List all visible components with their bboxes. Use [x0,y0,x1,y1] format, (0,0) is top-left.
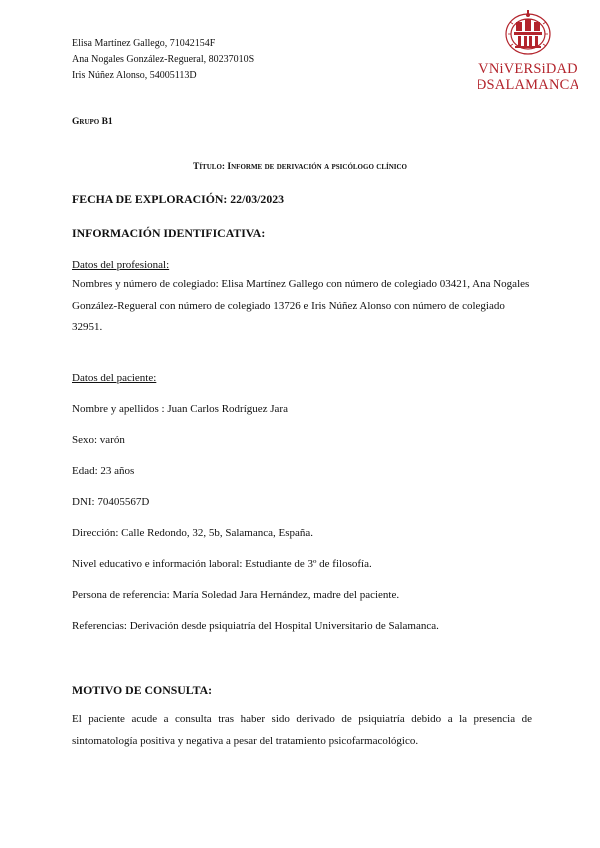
author-line: Ana Nogales González-Regueral, 80237010S [72,54,255,65]
group-label: Grupo B1 [72,117,113,127]
exploration-date-heading: FECHA DE EXPLORACIÓN: 22/03/2023 [72,192,285,206]
patient-referral: Referencias: Derivación desde psiquiatría del Hospital Universitario de Salamanca. [72,620,439,632]
logo-line-2: ÐSALAMANCA [478,77,578,93]
patient-data-heading: Datos del paciente: [72,372,157,384]
patient-age: Edad: 23 años [72,465,135,477]
university-seal-icon [478,8,578,94]
patient-reference-person: Persona de referencia: María Soledad Jara Hernández, madre del paciente. [72,589,400,601]
professional-data-heading: Datos del profesional: [72,259,170,271]
consultation-reason-text: El paciente acude a consulta tras haber sido derivado de psiquiatría debido a la presencia de sintomatología positiva y negativa a pesar del tratamiento psicofarmacológico. [72,713,532,747]
university-logo [478,8,578,94]
patient-name: Nombre y apellidos : Juan Carlos Rodríguez Jara [72,403,288,415]
title-label: Título: [192,162,226,172]
patient-sex: Sexo: varón [72,434,125,446]
identification-heading: INFORMACIÓN IDENTIFICATIVA: [72,226,266,240]
author-line: Elisa Martínez Gallego, 71042154F [72,38,216,49]
document-title [0,162,600,172]
patient-address: Dirección: Calle Redondo, 32, 5b, Salamanca, España. [72,527,314,539]
consultation-reason-heading: MOTIVO DE CONSULTA: [72,683,213,697]
logo-line-1: VNiVERSiDAD [478,61,578,77]
patient-dni: DNI: 70405567D [72,496,150,508]
authors-block [72,36,254,84]
author-line: Iris Núñez Alonso, 54005113D [72,70,197,81]
patient-education: Nivel educativo e información laboral: Estudiante de 3º de filosofía. [72,558,372,570]
professional-data-text: Nombres y número de colegiado: Elisa Martínez Gallego con número de colegiado 03421, Ana Nogales González-Regueral con número de colegiado 13726 e Iris Núñez Alonso con número de colegiado 32951. [72,278,530,333]
title-text: Informe de derivación a psicólogo clínico [227,162,407,172]
